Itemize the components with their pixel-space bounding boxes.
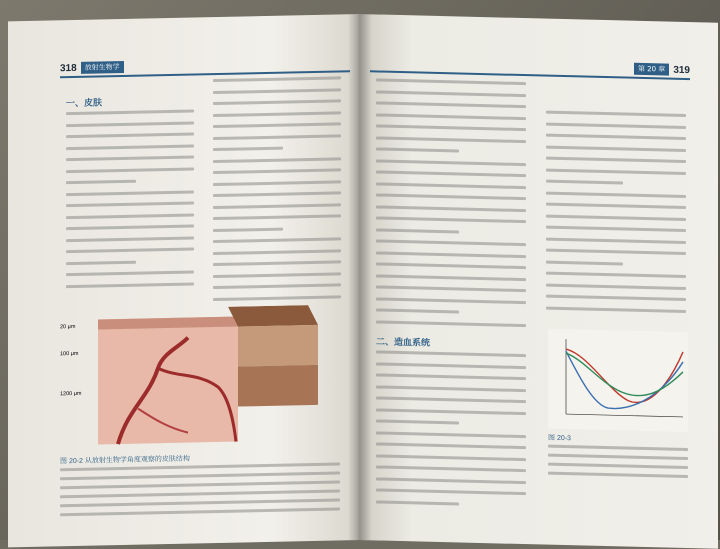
text-line xyxy=(376,350,526,357)
book-gutter-shadow xyxy=(348,14,372,540)
text-line xyxy=(546,226,686,232)
chart-caption-text xyxy=(358,14,718,23)
text-line xyxy=(213,122,341,128)
text-line xyxy=(66,260,136,264)
text-line xyxy=(213,111,341,117)
text-line xyxy=(546,134,686,140)
text-line xyxy=(376,78,526,85)
right-text-column-1b xyxy=(358,14,718,23)
text-line xyxy=(376,262,526,269)
text-line xyxy=(213,272,341,278)
text-line xyxy=(66,236,194,242)
figure-caption: 图 20-2 从放射生物学角度观察的皮肤结构 xyxy=(60,455,190,466)
blood-count-chart xyxy=(548,329,688,432)
left-text-column-1 xyxy=(8,14,360,21)
right-text-column-2 xyxy=(358,14,718,23)
text-line xyxy=(376,228,459,233)
text-line xyxy=(60,507,340,516)
section-heading-skin: 一、皮肤 xyxy=(66,97,103,109)
text-line xyxy=(376,182,526,189)
left-page-number: 318 xyxy=(60,62,77,74)
magnified-epidermis-cells xyxy=(238,325,318,367)
text-line xyxy=(376,431,526,438)
text-line xyxy=(213,295,341,301)
text-line xyxy=(376,308,459,313)
text-line xyxy=(548,445,688,451)
right-text-column-1 xyxy=(358,14,718,23)
text-line xyxy=(213,249,341,255)
text-line xyxy=(66,144,194,150)
text-line xyxy=(213,168,341,174)
text-line xyxy=(546,145,686,151)
text-line xyxy=(376,320,526,327)
text-line xyxy=(213,76,341,82)
text-line xyxy=(376,442,526,449)
text-line xyxy=(66,180,136,184)
text-line xyxy=(376,419,459,424)
left-text-column-2 xyxy=(8,14,360,21)
text-line xyxy=(213,203,341,209)
text-line xyxy=(376,239,526,246)
text-line xyxy=(546,214,686,220)
text-line xyxy=(546,306,686,312)
text-line xyxy=(60,471,340,480)
text-line xyxy=(213,227,283,231)
text-line xyxy=(376,170,526,177)
text-line xyxy=(376,408,526,415)
text-line xyxy=(376,285,526,292)
open-book xyxy=(8,14,720,540)
text-line xyxy=(376,124,526,131)
text-line xyxy=(376,216,526,223)
text-line xyxy=(66,247,194,253)
skin-structure-figure xyxy=(58,304,348,450)
magnified-epidermis-top xyxy=(228,305,318,327)
section-heading-hematopoietic: 二、造血系统 xyxy=(376,336,431,348)
text-line xyxy=(213,99,341,105)
text-line xyxy=(376,362,526,369)
text-line xyxy=(546,283,686,289)
text-line xyxy=(546,203,686,209)
right-header-tag: 第 20 章 xyxy=(634,63,669,76)
text-line xyxy=(66,132,194,138)
text-line xyxy=(376,297,526,304)
magnified-basal-layer xyxy=(238,365,318,407)
left-page xyxy=(8,14,360,547)
text-line xyxy=(66,201,194,207)
text-line xyxy=(376,205,526,212)
scale-label-20um: 20 μm xyxy=(60,323,76,331)
scale-label-1200um: 1200 μm xyxy=(60,390,82,398)
text-line xyxy=(213,147,283,151)
text-line xyxy=(548,463,688,469)
text-line xyxy=(213,191,341,197)
text-line xyxy=(376,477,526,484)
text-line xyxy=(376,101,526,108)
text-line xyxy=(546,111,686,117)
chart-caption: 图 20-3 xyxy=(548,434,571,443)
text-line xyxy=(66,282,194,288)
text-line xyxy=(213,237,341,243)
text-line xyxy=(546,272,686,278)
text-line xyxy=(376,147,459,152)
text-line xyxy=(376,385,526,392)
text-line xyxy=(376,373,526,380)
text-line xyxy=(376,159,526,166)
scale-label-100um: 100 μm xyxy=(60,350,79,358)
text-line xyxy=(66,167,194,173)
text-line xyxy=(376,396,526,403)
text-line xyxy=(546,295,686,301)
text-line xyxy=(546,237,686,243)
text-line xyxy=(60,480,340,489)
right-page xyxy=(358,14,718,549)
text-line xyxy=(66,190,194,196)
text-line xyxy=(546,191,686,197)
text-line xyxy=(376,274,526,281)
text-line xyxy=(376,113,526,120)
text-line xyxy=(213,157,341,163)
text-line xyxy=(66,270,194,276)
text-line xyxy=(60,498,340,507)
text-line xyxy=(66,109,194,115)
text-line xyxy=(376,90,526,97)
text-line xyxy=(546,122,686,128)
text-line xyxy=(66,121,194,127)
right-page-header xyxy=(370,54,690,80)
text-line xyxy=(376,500,459,505)
text-line xyxy=(66,155,194,161)
text-line xyxy=(376,251,526,258)
left-header-tag: 放射生物学 xyxy=(81,61,124,74)
text-line xyxy=(548,454,688,460)
text-line xyxy=(213,88,341,94)
text-line xyxy=(60,489,340,498)
text-line xyxy=(213,260,341,266)
text-line xyxy=(213,134,341,140)
text-line xyxy=(546,249,686,255)
text-line xyxy=(546,260,623,265)
text-line xyxy=(546,168,686,174)
text-line xyxy=(376,193,526,200)
text-line xyxy=(546,157,686,163)
text-line xyxy=(546,180,623,185)
text-line xyxy=(376,454,526,461)
text-line xyxy=(66,224,194,230)
right-page-number: 319 xyxy=(673,64,690,76)
text-line xyxy=(376,465,526,472)
text-line xyxy=(548,472,688,478)
text-line xyxy=(376,136,526,143)
figure-caption-text xyxy=(8,14,360,21)
text-line xyxy=(213,283,341,289)
left-page-header xyxy=(60,54,350,78)
text-line xyxy=(213,180,341,186)
text-line xyxy=(66,213,194,219)
text-line xyxy=(213,214,341,220)
text-line xyxy=(376,488,526,495)
